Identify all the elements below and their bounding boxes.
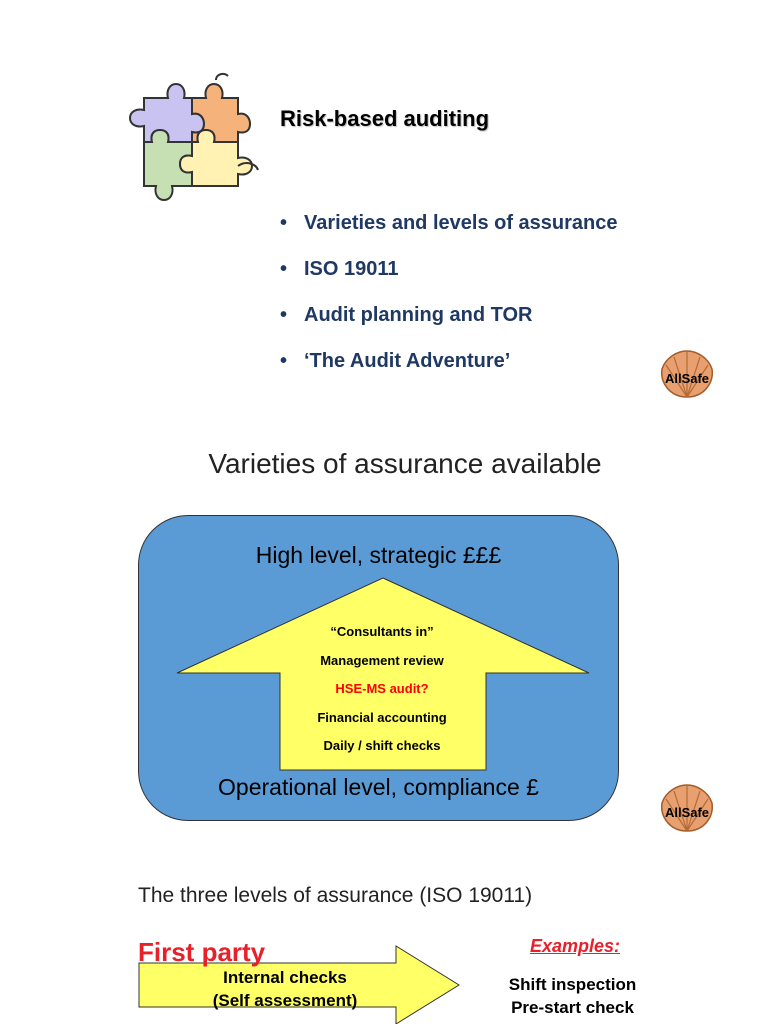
arrow-text-line1: Internal checks (223, 968, 347, 987)
bullet-item: • Varieties and levels of assurance (280, 212, 618, 234)
operational-level-label: Operational level, compliance £ (218, 774, 539, 800)
example-item: Shift inspection (508, 975, 637, 994)
bullet-item: • Audit planning and TOR (280, 304, 533, 326)
first-party-label: First party (138, 937, 266, 967)
arrow-text-line2: (Self assessment) (212, 991, 358, 1010)
slide-title: Varieties of assurance available (208, 448, 602, 479)
example-item: Pre-start check (511, 998, 634, 1017)
arrow-item: Management review (320, 653, 444, 668)
bullet-item: • ‘The Audit Adventure’ (280, 350, 511, 372)
arrow-item: “Consultants in” (330, 624, 434, 639)
bullet-list (280, 208, 618, 392)
bullet-item: • ISO 19011 (280, 258, 399, 280)
arrow-item-highlight: HSE-MS audit? (335, 681, 429, 696)
allsafe-logo (656, 783, 718, 839)
allsafe-logo (656, 349, 718, 405)
slide-title: Risk-based auditing (280, 106, 490, 131)
puzzle-icon (116, 72, 266, 207)
examples-label: Examples: (529, 936, 621, 956)
arrow-item: Daily / shift checks (323, 738, 441, 753)
allsafe-logo-text: AllSafe (664, 805, 710, 820)
arrow-item: Financial accounting (317, 710, 447, 725)
high-level-label: High level, strategic £££ (255, 542, 502, 568)
allsafe-logo-text: AllSafe (664, 371, 710, 386)
slide-title: The three levels of assurance (ISO 19011) (138, 884, 533, 907)
